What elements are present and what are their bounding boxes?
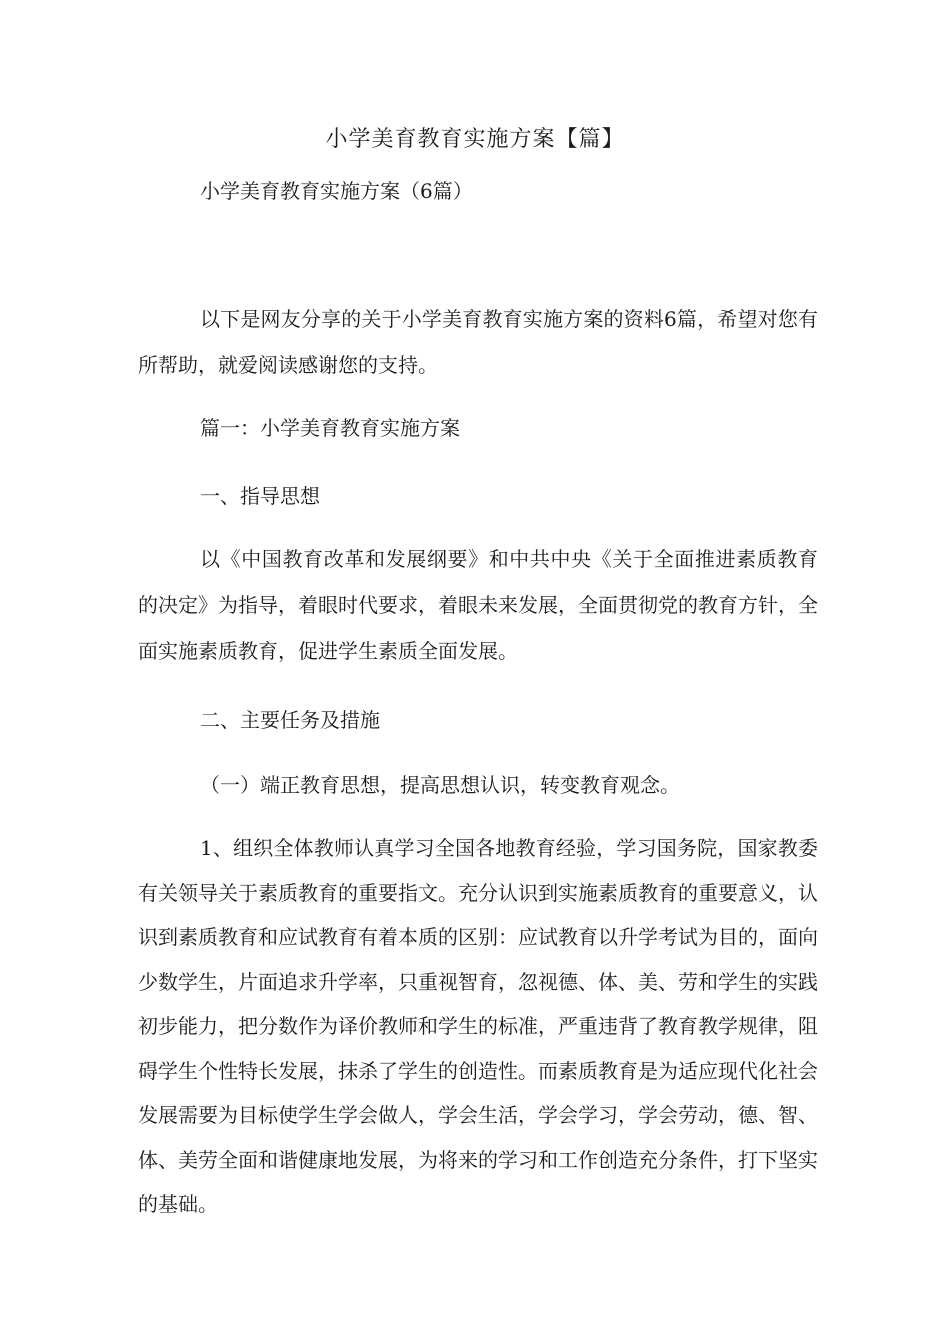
document-subtitle: 小学美育教育实施方案（6篇） [200, 179, 473, 203]
section1-paragraph: 以《中国教育改革和发展纲要》和中共中央《关于全面推进素质教育的决定》为指导，着眼时代要求，着眼未来发展，全面贯彻党的教育方针，全面实施素质教育，促进学生素质全面发展。 [138, 547, 818, 663]
subsection1-heading: （一）端正教育思想，提高思想认识，转变教育观念。 [200, 773, 680, 797]
intro-paragraph: 以下是网友分享的关于小学美育教育实施方案的资料6篇，希望对您有所帮助，就爱阅读感谢您的支持。 [138, 307, 818, 377]
document-title: 小学美育教育实施方案【篇】 [325, 127, 625, 152]
chapter-heading: 篇一：小学美育教育实施方案 [200, 416, 460, 440]
item1-paragraph: 1、组织全体教师认真学习全国各地教育经验，学习国务院，国家教委有关领导关于素质教育的重要指文。充分认识到实施素质教育的重要意义，认识到素质教育和应试教育有着本质的区别：应试教育以升学考试为目的，面向少数学生，片面追求升学率，只重视智育，忽视德、体、美、劳和学生的实践初步能力，把分数作为译价教师和学生的标准，严重违背了教育教学规律，阻碍学生个性特长发展，抹杀了学生的创造性。而素质教育是为适应现代化社会发展需要为目标使学生学会做人，学会生活，学会学习，学会劳动，德、智、体、美劳全面和谐健康地发展，为将来的学习和工作创造充分条件，打下坚实的基础。 [138, 836, 818, 1216]
section2-heading: 二、主要任务及措施 [200, 708, 380, 732]
section1-heading: 一、指导思想 [200, 484, 320, 508]
